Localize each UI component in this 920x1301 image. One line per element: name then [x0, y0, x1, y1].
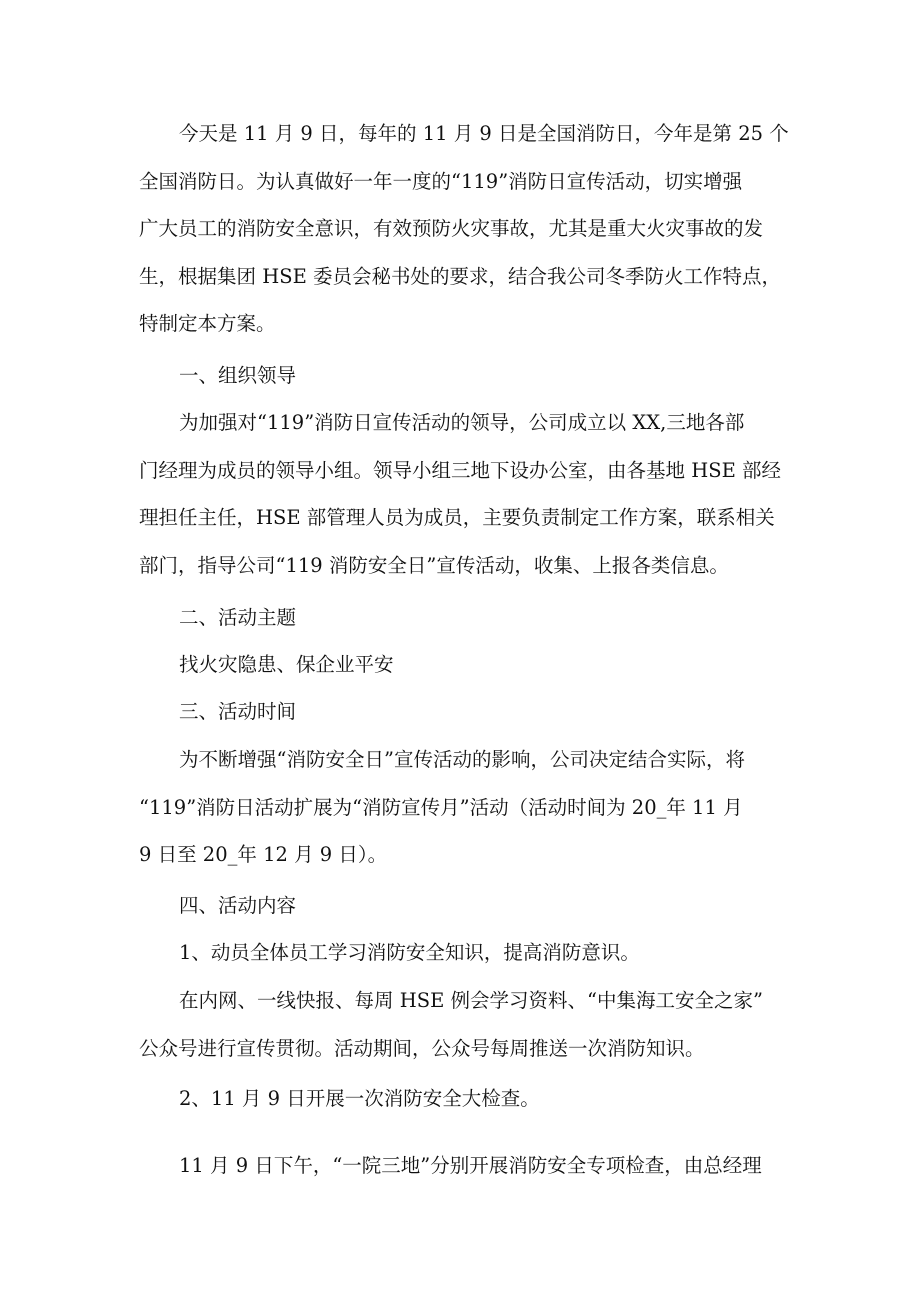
- text-line: 9 日至 20_年 12 月 9 日）。: [139, 843, 388, 866]
- text-line: 全国消防日。为认真做好一年一度的“119”消防日宣传活动，切实增强: [139, 169, 743, 193]
- text-line: 部门，指导公司“119 消防安全日”宣传活动，收集、上报各类信息。: [139, 553, 729, 577]
- text-line: “119”消防日活动扩展为“消防宣传月”活动（活动时间为 20_年 11 月: [139, 795, 743, 819]
- text-line: 广大员工的消防安全意识，有效预防火灾事故，尤其是重大火灾事故的发: [139, 217, 764, 240]
- text-line: 理担任主任，HSE 部管理人员为成员，主要负责制定工作方案，联系相关: [139, 506, 775, 529]
- text-line: 为不断增强“消防安全日”宣传活动的影响，公司决定结合实际，将: [179, 748, 745, 771]
- text-line: 特制定本方案。: [139, 312, 276, 335]
- text-line: 11 月 9 日下午，“一院三地”分别开展消防安全专项检查，由总经理: [179, 1154, 762, 1177]
- text-line: 1、动员全体员工学习消防安全知识，提高消防意识。: [179, 941, 640, 964]
- section-heading-theme: [0, 594, 920, 642]
- time-paragraph: [0, 736, 920, 879]
- content-item-2: [0, 1075, 920, 1123]
- text-line: 找火灾隐患、保企业平安: [179, 653, 394, 676]
- section-heading-content: [0, 882, 920, 930]
- text-line: 在内网、一线快报、每周 HSE 例会学习资料、“中集海工安全之家”: [179, 989, 763, 1012]
- heading-text: 一、组织领导: [179, 364, 297, 387]
- content-item-2-detail: [0, 1142, 920, 1190]
- heading-text: 三、活动时间: [179, 700, 297, 723]
- theme-paragraph: [0, 641, 920, 689]
- heading-text: 四、活动内容: [179, 894, 297, 917]
- text-line: 生，根据集团 HSE 委员会秘书处的要求，结合我公司冬季防火工作特点，: [139, 264, 781, 288]
- section-heading-organization: [0, 352, 920, 400]
- organization-paragraph: [0, 399, 920, 589]
- content-item-1: [0, 929, 920, 977]
- text-line: 为加强对“119”消防日宣传活动的领导，公司成立以 XX,三地各部: [179, 411, 745, 434]
- heading-text: 二、活动主题: [179, 606, 297, 629]
- section-heading-time: [0, 688, 920, 736]
- content-item-1-detail: [0, 977, 920, 1072]
- text-line: 2、11 月 9 日开展一次消防安全大检查。: [179, 1087, 540, 1110]
- intro-paragraph: [0, 110, 920, 348]
- text-line: 门经理为成员的领导小组。领导小组三地下设办公室，由各基地 HSE 部经: [139, 458, 781, 482]
- text-line: 今天是 11 月 9 日，每年的 11 月 9 日是全国消防日，今年是第 25 个: [179, 122, 789, 145]
- text-line: 公众号进行宣传贯彻。活动期间，公众号每周推送一次消防知识。: [139, 1036, 705, 1060]
